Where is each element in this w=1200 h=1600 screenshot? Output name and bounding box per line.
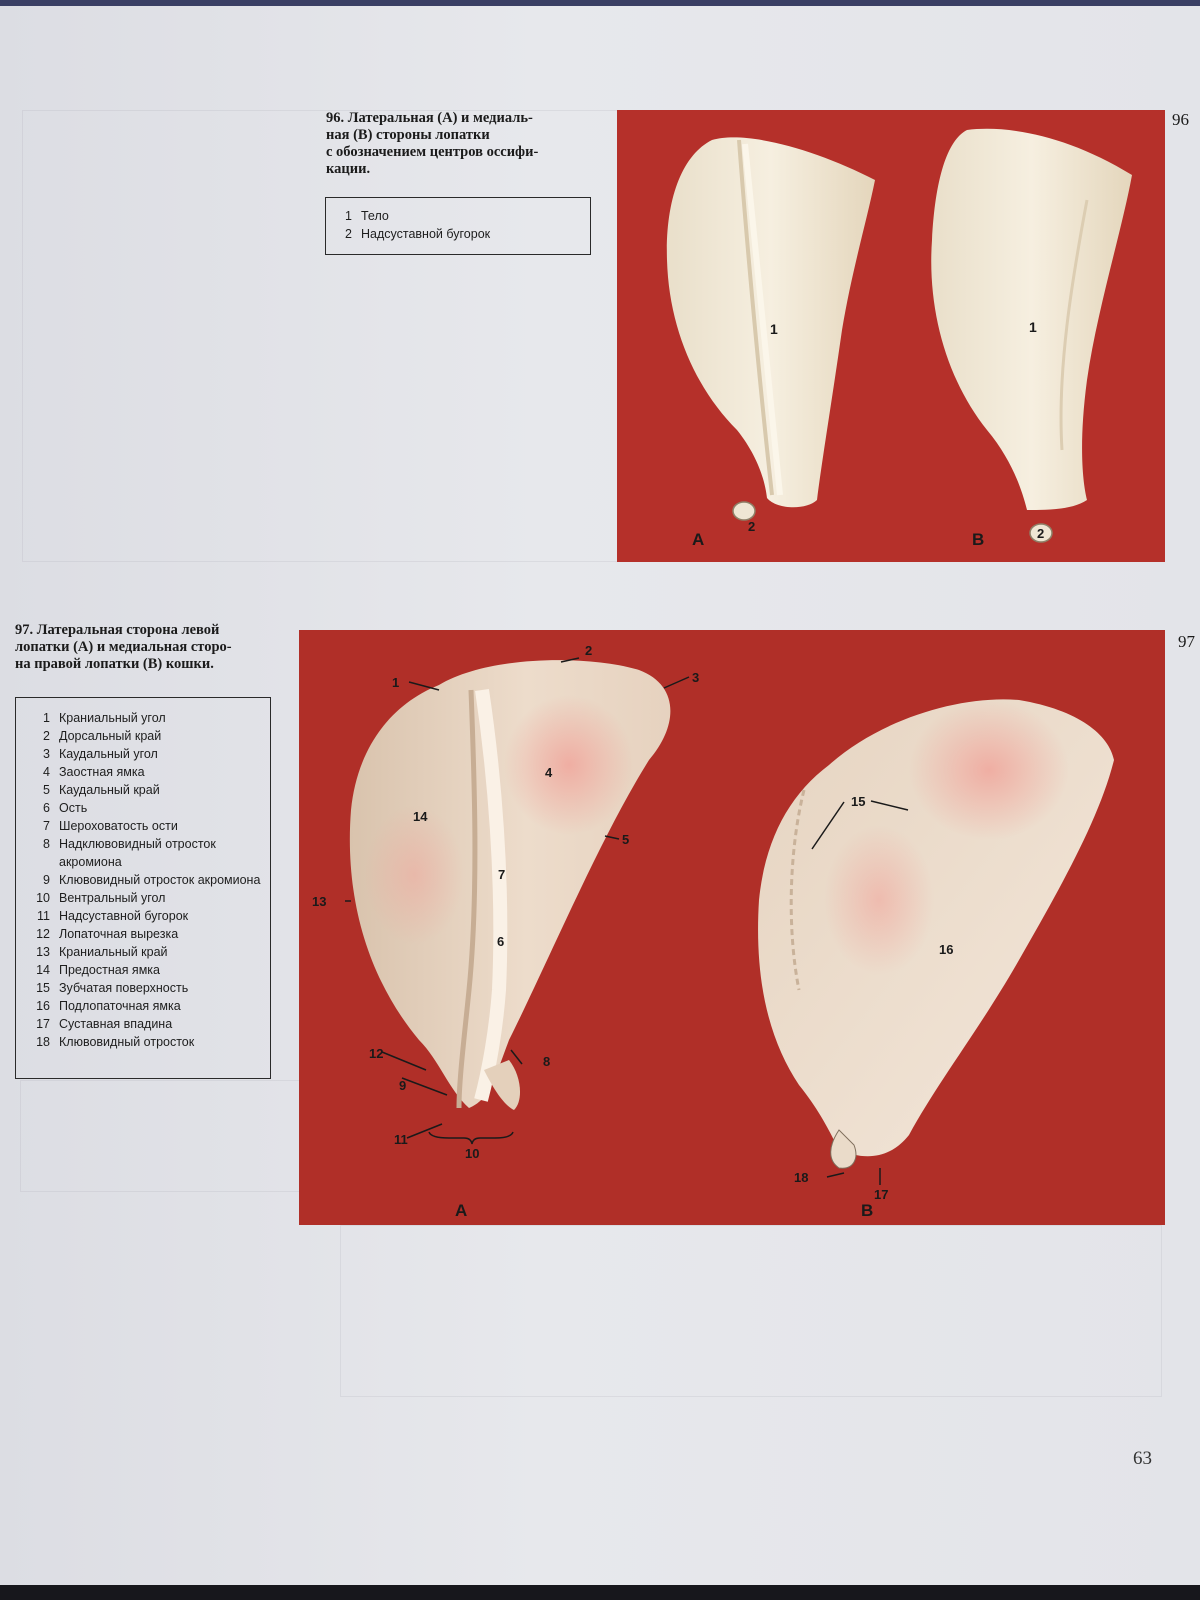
- bleed-through-block: [20, 1080, 302, 1192]
- legend-item: 13 Краниальный край: [36, 945, 168, 959]
- legend-item: 16 Подлопаточная ямка: [36, 999, 181, 1013]
- callout-4: 4: [545, 765, 553, 780]
- legend-item: 14 Предостная ямка: [36, 963, 160, 977]
- callout-8: 8: [543, 1054, 551, 1069]
- callout-15: 15: [851, 794, 866, 809]
- callout-18: 18: [794, 1170, 809, 1185]
- callout-7: 7: [498, 867, 506, 882]
- callout-11: 11: [394, 1132, 408, 1147]
- callout-5: 5: [622, 832, 630, 847]
- panel-label-b: B: [972, 530, 985, 549]
- legend-item: 8 Надклювовидный отросток акромиона: [43, 837, 216, 869]
- legend-item: 15 Зубчатая поверхность: [36, 981, 189, 995]
- callout-9: 9: [399, 1078, 407, 1093]
- figure-96-photo: [617, 110, 1165, 562]
- bleed-through-table: [340, 1225, 1162, 1397]
- page-top-edge: [0, 0, 1200, 6]
- legend-item: 5 Каудальный край: [43, 783, 160, 797]
- figure-97-legend: [15, 697, 271, 1079]
- legend-item: 7 Шероховатость ости: [43, 819, 178, 833]
- legend-item: 2 Надсуставной бугорок: [345, 227, 491, 241]
- legend-item: 1 Краниальный угол: [43, 711, 166, 725]
- callout-2: 2: [585, 643, 593, 658]
- legend-item: 11 Надсуставной бугорок: [37, 909, 189, 923]
- figure-97-svg: [299, 630, 1165, 1225]
- callout-14: 14: [413, 809, 428, 824]
- legend-item: 2 Дорсальный край: [43, 729, 162, 743]
- page-number: 63: [1133, 1448, 1152, 1469]
- panel-label-b: B: [861, 1201, 874, 1220]
- legend-item: 12 Лопаточная вырезка: [36, 927, 179, 941]
- legend-item: 4 Заостная ямка: [43, 765, 145, 779]
- callout-10: 10: [465, 1146, 480, 1161]
- legend-item: 3 Каудальный угол: [43, 747, 158, 761]
- figure-97-title: 97. Латеральная сторона левой лопатки (А) и медиальная сторо- на правой лопатки (В) кошки.: [15, 622, 232, 672]
- callout-12: 12: [369, 1046, 384, 1061]
- legend-item: 10 Вентральный угол: [36, 891, 166, 905]
- legend-item: 17 Суставная впадина: [36, 1017, 173, 1031]
- figure-96-title: 96. Латеральная (А) и медиаль- ная (В) стороны лопатки с обозначением центров оссифи- кации.: [326, 110, 539, 177]
- callout-16: 16: [939, 942, 954, 957]
- marker-tubercle-b: 2: [1037, 526, 1045, 541]
- legend-item: 9 Клювовидный отросток акромиона: [43, 873, 261, 887]
- marker-tubercle-a: 2: [748, 519, 756, 534]
- figure-96-svg: [617, 110, 1165, 562]
- figure-96-legend: [325, 197, 591, 255]
- figure-97-photo: [299, 630, 1165, 1225]
- figure-97-number: 97: [1178, 632, 1195, 651]
- legend-item: 6 Ость: [43, 801, 88, 815]
- panel-label-a: A: [692, 530, 705, 549]
- callout-1: 1: [392, 675, 400, 690]
- callout-6: 6: [497, 934, 505, 949]
- panel-label-a: A: [455, 1201, 468, 1220]
- marker-body-b: 1: [1029, 319, 1037, 335]
- marker-body-a: 1: [770, 321, 778, 337]
- callout-13: 13: [312, 894, 327, 909]
- figure-96-number: 96: [1172, 110, 1189, 129]
- callout-3: 3: [692, 670, 700, 685]
- legend-item: 1 Тело: [345, 209, 389, 223]
- callout-17: 17: [874, 1187, 889, 1202]
- legend-item: 18 Клювовидный отросток: [36, 1035, 195, 1049]
